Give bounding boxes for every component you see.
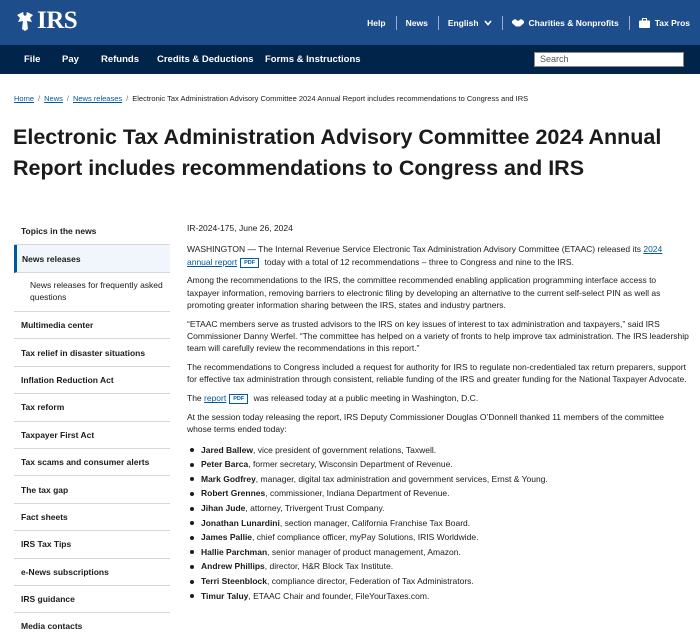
sidebar-item-irs-tax-tips[interactable]: IRS Tax Tips bbox=[14, 531, 170, 558]
sidebar-item-inflation-reduction-act[interactable]: Inflation Reduction Act bbox=[14, 367, 170, 394]
member-name: Jared Ballew bbox=[201, 444, 253, 455]
sidebar-item-tax-scams[interactable]: Tax scams and consumer alerts bbox=[14, 449, 170, 476]
member-name: Timur Taluy bbox=[201, 590, 249, 601]
paragraph-text: today with a total of 12 recommendations – three to Congress and nine to the IRS. bbox=[262, 256, 574, 267]
breadcrumb-home[interactable]: Home bbox=[14, 94, 35, 103]
sidebar-item-taxpayer-first-act[interactable]: Taxpayer First Act bbox=[14, 422, 170, 449]
breadcrumb-separator: / bbox=[66, 94, 69, 103]
members-list bbox=[187, 443, 690, 604]
list-item bbox=[187, 457, 690, 472]
sidebar-item-topics-in-the-news[interactable]: Topics in the news bbox=[14, 218, 170, 245]
sidebar-item-tax-reform[interactable]: Tax reform bbox=[14, 394, 170, 421]
nav-forms-instructions[interactable]: Forms & Instructions bbox=[265, 54, 361, 65]
sidebar-item-multimedia-center[interactable]: Multimedia center bbox=[14, 312, 170, 339]
paragraph-text: was released today at a public meeting in Washington, D.C. bbox=[251, 393, 479, 404]
member-name: Mark Godfrey bbox=[201, 473, 256, 484]
pdf-badge: PDF bbox=[229, 394, 248, 404]
utility-links bbox=[357, 0, 700, 45]
member-name: Andrew Phillips bbox=[201, 561, 265, 572]
article-paragraph: Among the recommendations to the IRS, the committee recommended enabling application programming interface access to taxpayer information, removing barriers to electronic filing by developing an alternative to the current self-select PIN as well as promoting greater information sharing between the IRS, states and industry partners. bbox=[187, 275, 661, 310]
tax-pros-label: Tax Pros bbox=[654, 17, 690, 28]
member-name: Jonathan Lunardini bbox=[201, 517, 280, 528]
charities-link[interactable] bbox=[502, 0, 629, 45]
article-paragraph: At the session today releasing the report, IRS Deputy Commissioner Douglas O’Donnell thanked 11 members of the committee whose terms ended today: bbox=[187, 412, 665, 435]
member-name: James Pallie bbox=[201, 532, 253, 543]
sidebar-item-enews-subscriptions[interactable]: e-News subscriptions bbox=[14, 559, 170, 586]
article-quote-paragraph: “ETAAC members serve as trusted advisors to the IRS on key issues of interest to tax administration and taxpayers,” said IRS Commissioner Danny Werfel. “The committee has helped on a variety of fronts to help improve tax administration. The IRS leadership team will carefully review the recommendations in this report.” bbox=[187, 318, 689, 354]
paragraph-text: The bbox=[187, 393, 205, 404]
list-item bbox=[187, 589, 690, 604]
sidebar-item-irs-guidance[interactable]: IRS guidance bbox=[14, 586, 170, 613]
sidebar-item-tax-gap[interactable]: The tax gap bbox=[14, 476, 170, 503]
breadcrumb-separator: / bbox=[38, 94, 41, 103]
list-item bbox=[187, 472, 690, 487]
irs-logo[interactable] bbox=[14, 9, 77, 33]
sidebar-item-tax-relief-disaster[interactable]: Tax relief in disaster situations bbox=[14, 339, 170, 366]
eagle-icon bbox=[14, 9, 36, 33]
member-name: Peter Barca bbox=[201, 459, 249, 470]
list-item bbox=[187, 545, 690, 560]
search-input[interactable]: Search bbox=[534, 52, 684, 67]
article-paragraph bbox=[187, 243, 690, 268]
article-body bbox=[187, 222, 690, 603]
annual-report-link[interactable]: 2024 annual report bbox=[187, 244, 663, 267]
breadcrumb bbox=[14, 94, 528, 103]
nav-refunds[interactable]: Refunds bbox=[101, 54, 139, 65]
report-link[interactable]: report bbox=[204, 393, 227, 404]
charities-label: Charities & Nonprofits bbox=[528, 17, 619, 28]
paragraph-text: WASHINGTON — The Internal Revenue Service Electronic Tax Administration Advisory Committee (ETAAC) released its bbox=[187, 244, 644, 255]
member-name: Hallie Parchman bbox=[201, 546, 268, 557]
member-role: , director, H&R Block Tax Institute. bbox=[264, 561, 394, 572]
sidebar-item-fact-sheets[interactable]: Fact sheets bbox=[14, 504, 170, 531]
language-selector[interactable] bbox=[438, 0, 502, 45]
article-dateline: IR-2024-175, June 26, 2024 bbox=[187, 223, 293, 233]
member-name: Terri Steenblock bbox=[201, 576, 267, 586]
breadcrumb-separator: / bbox=[126, 94, 129, 103]
nav-credits-deductions[interactable]: Credits & Deductions bbox=[157, 54, 254, 65]
breadcrumb-news-releases[interactable]: News releases bbox=[72, 94, 123, 103]
tax-pros-link[interactable] bbox=[629, 0, 700, 45]
list-item bbox=[187, 501, 690, 516]
member-role: , ETAAC Chair and founder, FileYourTaxes.com. bbox=[248, 590, 430, 601]
page-title: Electronic Tax Administration Advisory Committee 2024 Annual Report includes recommendations to Congress and IRS bbox=[13, 125, 662, 180]
member-name: Robert Grennes bbox=[201, 488, 266, 499]
list-item bbox=[187, 559, 690, 574]
handshake-icon bbox=[512, 18, 524, 27]
main-nav bbox=[0, 45, 700, 74]
member-name: Jihan Jude bbox=[201, 503, 246, 514]
list-item bbox=[187, 443, 690, 458]
article-paragraph: The recommendations to Congress included a request for authority for IRS to regulate non-credentialed tax return preparers, support for effective tax administration through consistent, reliable funding of the IRS and greater funding for the National Taxpayer Advocate. bbox=[187, 362, 687, 385]
member-role: , compliance director, Federation of Tax Administrators. bbox=[266, 576, 474, 586]
member-role: , attorney, Trivergent Trust Company. bbox=[245, 503, 385, 514]
list-item bbox=[187, 574, 690, 589]
member-role: , commissioner, Indiana Department of Revenue. bbox=[265, 488, 450, 499]
breadcrumb-current: Electronic Tax Administration Advisory Committee 2024 Annual Report includes recommendations to Congress and IRS bbox=[132, 94, 529, 103]
member-role: , section manager, California Franchise Tax Board. bbox=[279, 517, 471, 528]
briefcase-icon bbox=[639, 18, 650, 28]
list-item bbox=[187, 530, 690, 545]
nav-file[interactable]: File bbox=[24, 54, 41, 65]
sidebar-item-news-releases[interactable]: News releases bbox=[14, 245, 170, 273]
article-paragraph bbox=[187, 392, 690, 404]
help-link[interactable]: Help bbox=[367, 17, 386, 28]
chevron-down-icon bbox=[484, 20, 492, 26]
member-role: , senior manager of product management, Amazon. bbox=[267, 546, 461, 557]
list-item bbox=[187, 486, 690, 501]
member-role: , former secretary, Wisconsin Department of Revenue. bbox=[248, 459, 453, 470]
member-role: , manager, digital tax administration and government services, Ernst & Young. bbox=[255, 473, 548, 484]
news-link[interactable]: News bbox=[396, 0, 438, 45]
sidebar-nav bbox=[14, 218, 170, 639]
brand-name: IRS bbox=[37, 7, 78, 34]
list-item bbox=[187, 516, 690, 531]
nav-pay[interactable]: Pay bbox=[62, 54, 79, 65]
breadcrumb-news[interactable]: News bbox=[44, 94, 63, 103]
site-header bbox=[0, 0, 700, 45]
pdf-badge: PDF bbox=[240, 258, 259, 268]
sidebar-item-news-releases-faq[interactable]: News releases for frequently asked questions bbox=[14, 273, 170, 312]
language-label: English bbox=[447, 17, 479, 28]
member-role: , chief compliance officer, myPay Solutions, IRIS Worldwide. bbox=[252, 532, 479, 543]
sidebar-item-media-contacts[interactable]: Media contacts bbox=[14, 613, 170, 639]
member-role: , vice president of government relations, Taxwell. bbox=[252, 444, 437, 455]
